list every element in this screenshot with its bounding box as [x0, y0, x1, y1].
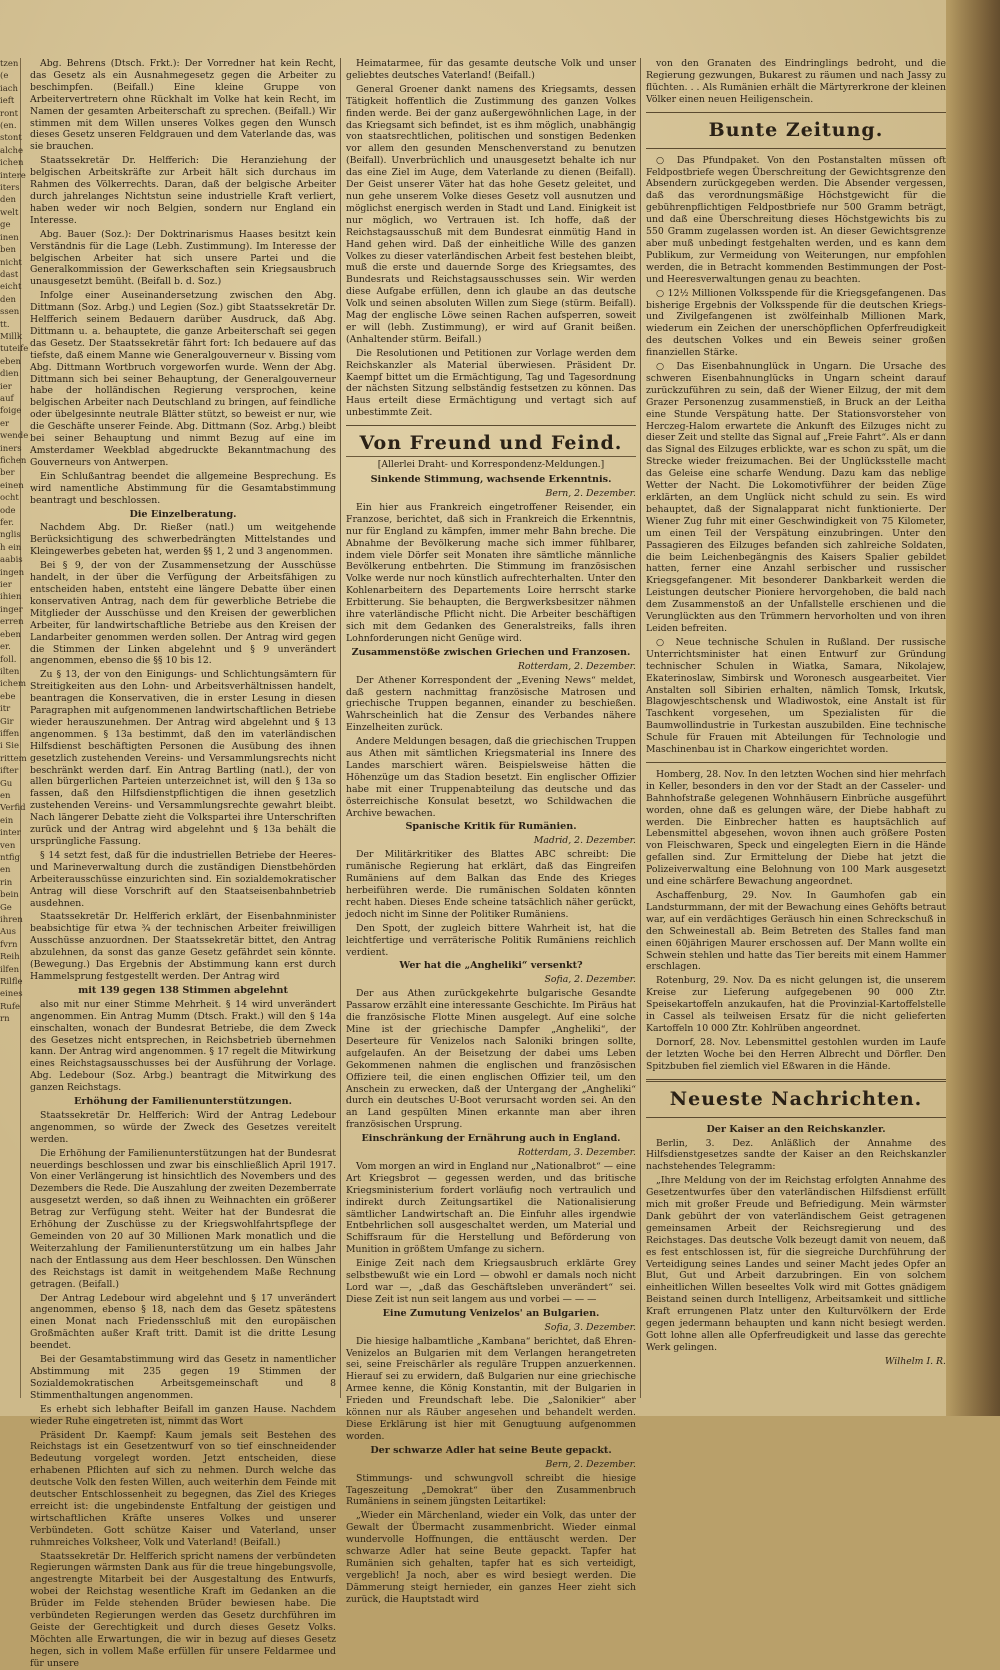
adjacent-page-fragment: aabis	[0, 555, 23, 566]
paragraph: Der Athener Korrespondent der „Evening News“ meldet, daß gestern nachmittag französische Matrosen und griechische Truppen begannen, einander zu beschießen. Wahrscheinlich hat die Zensur des Verbandes nähere Einzelheiten zurück.	[346, 674, 636, 734]
paragraph: Andere Meldungen besagen, daß die griechischen Truppen aus Athen mit sämtlichen Kriegsmaterial ins Innere des Landes marschiert wären. Beispielsweise hätten die Höhenzüge um das Stadion besetzt. Ein englischer Offizier habe mit einer Truppenabteilung das deutsche und das österreichische Konsulat besetzt, wo Schildwachen die Archive bewachen.	[346, 736, 637, 819]
paragraph: von den Granaten des Eindringlings bedroht, und die Regierung gezwungen, Bukarest zu räumen und nach Jassy zu flüchten. . . Als Rumänien erhält die Märtyrerkrone der kleinen Völker einen neuen Heiligenschein.	[646, 58, 946, 105]
adjacent-page-fragment: ge	[0, 220, 11, 231]
paragraph: General Groener dankt namens des Kriegsamts, dessen Tätigkeit hoffentlich die Zustimmung des ganzen Volkes finden werde. Bei der ganz außergewöhnlichen Lage, in der das Kriegsamt sich befindet, ist es ihm möglich, unabhängig von staatsrechtlichen, politischen und sonstigen Bedenken vor allem den gesunden Menschenverstand zu benutzen (Beifall). Unverbrüchlich und unausgesetzt behalte ich nur das eine Ziel im Auge, dem Vaterlande zu dienen (Beifall). Der Geist unserer Väter hat das hohe Gesetz geleitet, und nun gehe unserem Volke dieses Gesetz voll ausnutzen und möglichst energisch werden in Stadt und Land. Einigkeit ist nur möglich, wo Vertrauen ist. Ich hoffe, daß der Reichstagsausschuß mit dem Bundesrat einmütig Hand in Hand gehen wird. Daß der einheitliche Wille des ganzen Volkes zu dieser vaterländischen Arbeit fest bestehen bleibt, muß die erste und dauernde Sorge des Kriegsamtes, des Bundesrats und Reichstagsausschusses sein. Wir werden diese Aufgabe erfüllen, denn ich glaube an das deutsche Volk und seinen absoluten Willen zum Siege (stürm. Beifall). Mag der englische Löwe seinen Rachen aufsperren, soweit er will (lebh. Zustimmung), er wird auf Granit beißen. (Anhaltender stürm. Beifall.)	[346, 83, 636, 345]
paragraph: Staatssekretär Dr. Helfferich erklärt, der Eisenbahnminister beabsichtige für etwa ¾ der technischen Arbeiter freiwilligen Ausschüsse anzuordnen. Der Staatssekretär bittet, den Antrag abzulehnen, da sonst das ganze Gesetz gefährdet sein könnte. (Bewegung.) Das Ergebnis der Abstimmung kann erst durch Hammelsprung festgestellt werden. Der Antrag wird	[30, 911, 336, 982]
adjacent-page-fragment: ocht	[0, 493, 19, 504]
paragraph: Bei § 9, der von der Zusammensetzung der Ausschüsse handelt, in der über die Verfügung der Arbeitsfähigen zu entscheiden haben, entsteht eine längere Debatte über einen konservativen Antrag, nach dem für gewerbliche Betriebe die Mitglieder der Ausschüsse und den Kreisen der gewerblichen Arbeiter, für landwirtschaftliche Betriebe aus den Kreisen der Landarbeiter genommen werden sollen. Der Antrag wird gegen die Stimmen der Linken abgelehnt und § 9 unverändert angenommen, ebenso die §§ 10 bis 12.	[30, 560, 336, 667]
paragraph: Der aus Athen zurückgekehrte bulgarische Gesandte Passarow erzählt eine interessante Geschichte. Im Piräus hat die französische Flotte Minen ausgelegt. Auf eine solche Mine ist der griechische Dampfer „Angheliki“, der Deserteure für Venizelos nach Saloniki bringen sollte, aufgelaufen. An der Beisetzung der dabei ums Leben Gekommenen nahmen die englischen und französischen Offiziere teil, die einen englischen Offizier teil, um den Anschein zu erwecken, daß der Untergang der „Angheliki“ durch ein deutsches U-Boot verursacht worden sei. An den an Land gespülten Minen erkannte man aber ihren französischen Ursprung.	[346, 988, 636, 1131]
adjacent-page-fragment: eben	[0, 629, 21, 640]
column-rule	[640, 58, 641, 1398]
adjacent-page-fragment: iters	[0, 183, 20, 194]
bunte-zeitung-items	[646, 155, 946, 756]
adjacent-page-fragment: ichem	[0, 679, 27, 690]
paragraph: Staatssekretär Dr. Helfferich: Die Heranziehung der belgischen Arbeitskräfte zur Arbeit hält sich durchaus im Rahmen des Völkerrechts. Daran, daß der belgische Arbeiter durch jahrelanges Nichtstun seine industrielle Kraft verliert, haben weder wir noch Belgien, sondern nur England ein Interesse.	[30, 155, 336, 226]
adjacent-page-fragment: ven	[0, 840, 16, 851]
adjacent-page-fragment: wende	[0, 431, 29, 442]
column-3	[646, 58, 946, 1398]
col3-top-paragraphs	[646, 58, 946, 106]
paragraph: Vom morgen an wird in England nur „Nationalbrot“ — eine Art Kriegsbrot — gegessen werden, und das britische Kriegsministerium fordert vorläufig noch vertraulich und indirekt durch Zeitungsartikel die Nationalisierung sämtlicher Landwirtschaft an. Die Einfuhr alles irgendwie Entbehrlichen soll ausgeschaltet werden, um Material und Schiffsraum für die Herstellung und Beförderung von Munition in größtem Umfange zu sichern.	[346, 1160, 636, 1256]
paragraph: Dornorf, 28. Nov. Lebensmittel gestohlen wurden im Laufe der letzten Woche bei den Herren Albrecht und Dörfler. Den Spitzbuben fiel ziemlich viel Eßwaren in die Hände.	[646, 1036, 946, 1072]
adjacent-page-fragment: alche	[0, 145, 24, 156]
adjacent-page-fragment: i Sie	[0, 741, 19, 752]
dateline: Rotterdam, 3. Dezember.	[517, 1147, 636, 1159]
section-subtitle: [Allerlei Draht- und Korrespondenz-Meldungen.]	[346, 456, 636, 471]
telegram-body	[646, 1138, 946, 1354]
adjacent-page-fragment: Rufe	[0, 1001, 21, 1012]
adjacent-page-fragment: bein	[0, 890, 19, 901]
column-1	[30, 58, 336, 1669]
adjacent-page-fragment: Millk	[0, 331, 23, 342]
article-body	[346, 1336, 636, 1443]
article-heading: Einschränkung der Ernährung auch in England.	[361, 1133, 621, 1145]
paragraph: Heimatarmee, für das gesamte deutsche Volk und unser geliebtes deutsches Vaterland! (Beifall.)	[346, 58, 636, 81]
adjacent-page-fragment: itr	[0, 704, 11, 715]
adjacent-page-fragment: rin	[0, 877, 13, 888]
adjacent-page-fragment: ront	[0, 108, 19, 119]
heading-einzelberatung: Die Einzelberatung.	[129, 508, 237, 520]
paragraph: Stimmungs- und schwungvoll schreibt die hiesige Tageszeitung „Demokrat“ über den Zusammenbruch Rumäniens in seinem jüngsten Leitartikel:	[346, 1472, 636, 1508]
adjacent-page-fragment: ihren	[0, 915, 23, 926]
paragraph: Nachdem Abg. Dr. Rießer (natl.) um weitgehende Berücksichtigung des schwerbedrängten Mittelstandes und Kleingewerbes gebeten hat, werden §§ 1, 2 und 3 angenommen.	[30, 522, 336, 558]
paragraph: Es erhebt sich lebhafter Beifall im ganzen Hause. Nachdem wieder Ruhe eingetreten ist, nimmt das Wort	[30, 1403, 336, 1427]
adjacent-page-fragment: eben	[0, 356, 21, 367]
adjacent-page-fragment: fer.	[0, 518, 15, 529]
paragraph: „Wieder ein Märchenland, wieder ein Volk, das unter der Gewalt der Übermacht zusammenbricht. Wieder einmal wundervolle Hoffnungen, die enttäuscht werden. Der schwarze Adler hat seine Beute gepackt. Tapfer hat Rumänien sich gehalten, tapfer hat es sich verteidigt, vergeblich! Ja noch, aber es wird besiegt werden. Die Dämmerung steigt hernieder, ein ganzes Heer zieht sich zurück, die Hauptstadt wird	[346, 1510, 636, 1605]
adjacent-page-fragment: eicht	[0, 282, 22, 293]
adjacent-page-fragment: dast	[0, 269, 19, 280]
paragraph: Abg. Behrens (Dtsch. Frkt.): Der Vorredner hat kein Recht, das Gesetz als ein Ausnahmegesetz gegen die Arbeiter zu beschimpfen. (Beifall.) Eine kleine Gruppe von Arbeitervertretern ohne Rückhalt im Volke hat kein Recht, im Namen der gesamten Arbeiterschaft zu sprechen. (Beifall.) Wir stimmen mit dem Willen unseres Volkes gegen den Wunsch dieses Gesetz unseren Feldgrauen und dem Vaterlande das, was sie brauchen.	[30, 58, 336, 153]
paragraph: Abg. Bauer (Soz.): Der Doktrinarismus Haases besitzt kein Verständnis für die Lage (Lebh. Zustimmung). Im Interesse der belgischen Arbeiter hat sich unsere Partei und die Generalkommission der Gewerkschaften sein Kriegsausbruch unausgesetzt bemüht. (Beifall b. d. Soz.)	[30, 228, 336, 288]
column-2	[346, 58, 637, 1605]
dateline: Sofia, 2. Dezember.	[544, 974, 636, 986]
article-heading: Eine Zumutung Venizelos' an Bulgarien.	[382, 1307, 600, 1319]
paragraph: Die Resolutionen und Petitionen zur Vorlage werden dem Reichskanzler als Material überwiesen. Präsident Dr. Kaempf bittet um die Ermächtigung, Tag und Tagesordnung der nächsten Sitzung selbständig festsetzen zu können. Das Haus erteilt diese Ermächtigung und vertagt sich auf unbestimmte Zeit.	[346, 347, 636, 419]
adjacent-page-fragment: tt.	[0, 319, 10, 330]
section-title-bunte-zeitung: Bunte Zeitung.	[708, 118, 884, 141]
heading-familienunterstuetzungen: Erhöhung der Familienunterstützungen.	[74, 1096, 292, 1108]
adjacent-page-fragment: stont	[0, 133, 22, 144]
adjacent-page-fragment: iners	[0, 443, 22, 454]
section-divider	[646, 1079, 946, 1082]
local-news-items	[646, 769, 946, 1073]
paragraph: Der Antrag Ledebour wird abgelehnt und § 17 unverändert angenommen, ebenso § 18, nach dem das Gesetz spätestens einen Monat nach Friedensschluß mit den europäischen Großmächten außer Kraft tritt. Damit ist die dritte Lesung beendet.	[30, 1292, 336, 1352]
dateline: Sofia, 3. Dezember.	[544, 1321, 636, 1333]
page-edge-grime	[950, 0, 1000, 1416]
dateline: Madrid, 2. Dezember.	[533, 835, 636, 847]
paragraph: Die Erhöhung der Familienunterstützungen hat der Bundesrat neuerdings beschlossen und zwar bis einschließlich April 1917. Von einer Verlängerung ist hinsichtlich des Novembers und des Dezembers die Rede. Die Auszahlung der zweiten Dezemberrate ausgesetzt werden, so daß ihnen zu Weihnachten ein größerer Betrag zur Verfügung steht. Weiter hat der Bundesrat die Erhöhung der Zuschüsse zu der Kriegswohlfahrtspflege der Gemeinden von 20 auf 30 Millionen Mark monatlich und die Weiterzahlung der Familienunterstützung um ein halbes Jahr nach der Entlassung aus dem Heer beschlossen. Den Wünschen des Reichstags ist damit in weitgehendem Maße Rechnung getragen. (Beifall.)	[30, 1147, 336, 1290]
adjacent-page-fragment: Rilfle	[0, 977, 23, 988]
section-divider	[646, 112, 946, 113]
adjacent-page-fragment: Gu	[0, 778, 13, 789]
article-heading: Sinkende Stimmung, wachsende Erkenntnis.	[370, 474, 612, 486]
adjacent-page-fragment: ilten	[0, 666, 20, 677]
adjacent-page-fragment: iffen	[0, 728, 20, 739]
adjacent-page-fragment: ben	[0, 245, 16, 256]
paragraph: Bei der Gesamtabstimmung wird das Gesetz in namentlicher Abstimmung mit 235 gegen 19 Stimmen der Sozialdemokratischen Arbeitsgemeinschaft und 8 Stimmenthaltungen angenommen.	[30, 1354, 336, 1401]
adjacent-page-fragment: tzen	[0, 59, 19, 69]
section-divider	[646, 1117, 946, 1118]
article-heading: Spanische Kritik für Rumänien.	[405, 821, 577, 833]
article-body	[346, 1473, 636, 1606]
paragraph: Rotenburg, 29. Nov. Da es nicht gelungen ist, die unserem Kreise zur Lieferung aufgegebenen 90 000 Ztr. Speisekartoffeln anzukaufen, hat die Provinzial-Kartoffelstelle in Cassel als teilweisen Ersatz für die nicht gelieferten Kartoffeln 10 000 Ztr. Kohlrüben angeordnet.	[646, 975, 946, 1034]
paragraph: ○ Das Eisenbahnunglück in Ungarn. Die Ursache des schweren Eisenbahnunglücks in Ungarn scheint darauf zurückzuführen zu sein, daß der Wiener Eilzug, der mit dem Grazer Personenzug zusammenstieß, in Bruck an der Leitha eine Stunde Verspätung hatte. Der Stationsvorsteher von Herczeg-Halom erwartete die Ankunft des Eilzuges nicht zu dieser Zeit und stellte das Signal auf „Freie Fahrt“. Als er dann das Signal des Eilzuges erblickte, war es schon zu spät, um die Strecke wieder freizumachen. Bei der Unglücksstelle macht das Geleise eine scharfe Wendung. Dazu kam das neblige Wetter der Nacht. Die Lokomotivführer der beiden Züge erklärten, an dem Unglück nicht schuld zu sein. Es wird behauptet, daß der Signalapparat nicht funktionierte. Der Wiener Zug fuhr mit einer Geschwindigkeit von 75 Kilometer, um einen Teil der Verspätung einzubringen. Unter den Passagieren des Eilzuges befanden sich zahlreiche Soldaten, die beim Leichenbegängnis des Kaisers Spalier gebildet hatten, ferner eine Anzahl serbischer und russischer Kriegsgefangener. Mit besonderer Dankbarkeit werden die Leistungen deutscher Pioniere hervorgehoben, die bald nach dem Zusammenstoß an der Unfallstelle erschienen und die Verunglückten aus den Trümmern hervorholten und von ihren Leiden befreiten.	[646, 361, 946, 634]
column-rule	[340, 58, 341, 1398]
article-body	[346, 988, 636, 1131]
col1-mid2-paragraphs	[30, 999, 336, 1094]
paragraph: ○ Neue technische Schulen in Rußland. Der russische Unterrichtsminister hat einen Entwurf zur Gründung technischer Schulen in Wiatka, Samara, Nikolajew, Ekaterinoslaw, Simbirsk und Woronesch ausgearbeitet. Vier Anstalten soll Sibirien erhalten, nämlich Tomsk, Irkutsk, Blagowjeschtschensk und Wladiwostok, eine Anstalt ist für Taschkent vorgesehen, um Spezialisten für die Baumwollindustrie in Turkestan auszubilden. Eine technische Schule für Frauen mit Abteilungen für Technologie und Maschinenbau ist in Charkow eingerichtet worden.	[646, 636, 946, 756]
article-heading: Zusammenstöße zwischen Griechen und Franzosen.	[351, 646, 631, 658]
adjacent-page-fragment: den	[0, 294, 16, 305]
adjacent-page-fragment: erren	[0, 617, 24, 628]
adjacent-page-fragment: h ein	[0, 542, 22, 553]
paragraph: Aschaffenburg, 29. Nov. In Gaumhofen gab ein Landsturmmann, der mit der Bewachung eines Gehöfts betraut war, auf ein verdächtiges Geräusch hin einen Schreckschuß in den Schweinestall ab. Beim Betreten des Stalles fand man einen 60jährigen Maurer erschossen auf. Der Mann wollte ein Schwein stehlen und hatte das Tier bereits mit einem Hammer erschlagen.	[646, 890, 946, 973]
adjacent-page-fragment: fvrn	[0, 939, 18, 950]
paragraph: Ein hier aus Frankreich eingetroffener Reisender, ein Franzose, berichtet, daß sich in Frankreich die Erkenntnis, nur für England zu kämpfen, immer mehr Bahn breche. Die Abnahme der Bevölkerung mache sich immer fühlbarer, indem viele Dörfer seit Monaten ihre sämtliche männliche Bevölkerung entbehrten. Die Stimmung im französischen Volke werde nur noch künstlich aufrechterhalten. Unter den Kohlenarbeitern des Departements Loire herrscht starke Erbitterung. Sie behaupten, die Bergwerksbesitzer nähmen ihre vaterländische Pflicht nicht. Die Arbeiter beschäftigen sich mit dem Gedanken des Generalstreiks, falls ihren Lohnforderungen nicht Genüge wird.	[346, 501, 636, 644]
paragraph: „Ihre Meldung von der im Reichstag erfolgten Annahme des Gesetzentwurfes über den vaterländischen Hilfsdienst erfüllt mich mit großer Freude und Befriedigung. Mein wärmster Dank gebührt der von vaterländischem Geist getragenen gemeinsamen Arbeit der Reichsregierung und des Reichstages. Das deutsche Volk bezeugt damit von neuem, daß es fest entschlossen ist, für die siegreiche Durchführung der Verteidigung seines Landes und seiner Macht jedes Opfer an Blut, Gut und Arbeit darzubringen. Ein von solchem einheitlichen Willen beseeltes Volk wird mit Gottes gnädigem Beistand seinen durch Intelligenz, Arbeitsamkeit und sittliche Kraft errungenen Platz unter den Kulturvölkern der Erde gegen jedermann behaupten und kann nicht besiegt werden. Gott lohne allen alle Opferfreudigkeit und lasse das gerechte Werk gelingen.	[646, 1175, 946, 1353]
section-title-neueste-nachrichten: Neueste Nachrichten.	[669, 1087, 923, 1110]
adjacent-page-fragment: ier	[0, 381, 12, 392]
adjacent-page-fragment: Ge	[0, 902, 12, 913]
paragraph: also mit nur einer Stimme Mehrheit. § 14 wird unverändert angenommen. Ein Antrag Mumm (Dtsch. Frakt.) will den § 14a einschalten, wonach der Bundesrat Betriebe, die dem Zweck des Gesetzes nicht entsprechen, in Reichsbetrieb übernehmen kann. Der Antrag wird angenommen. § 17 regelt die Mitwirkung eines Reichstagsausschusses bei der Ausführung der Vorlage. Abg. Ledebour (Soz. Arbg.) beantragt die Mitwirkung des ganzen Reichstags.	[30, 998, 336, 1094]
paragraph: Den Spott, der zugleich bittere Wahrheit ist, hat die leichtfertige und verräterische Politik Rumäniens reichlich verdient.	[346, 922, 636, 958]
adjacent-page-fragment: eines	[0, 989, 23, 1000]
adjacent-page-fragment: nicht	[0, 257, 22, 268]
article-body	[346, 1161, 636, 1306]
adjacent-page-fragment: ihien	[0, 592, 22, 603]
adjacent-page-fragment: ntfig	[0, 853, 21, 863]
adjacent-page-fragment: intere	[0, 170, 26, 181]
article-body	[346, 502, 636, 645]
adjacent-page-fragment: en	[0, 790, 11, 801]
adjacent-page-fragment: inen	[0, 232, 19, 243]
adjacent-page-fragment: ilfen	[0, 964, 20, 975]
dateline: Bern, 2. Dezember.	[545, 488, 636, 499]
section-divider	[646, 148, 946, 149]
paragraph: Homberg, 28. Nov. In den letzten Wochen sind hier mehrfach in Keller, besonders in den vor der Stadt an der Casseler- und Bahnhofstraße gelegenen Wohnhäusern Einbrüche ausgeführt worden, ohne daß es gelungen wäre, der Diebe habhaft zu werden. Die Einbrecher hatten es hauptsächlich auf Lebensmittel abgesehen, wovon ihnen auch größere Posten von Fleischwaren, Speck und eingelegten Eiern in die Hände gefallen sind. Zur Ermittelung der Diebe hat jetzt die Polizeiverwaltung eine Belohnung von 100 Mark ausgesetzt und eine schärfere Bewachung angeordnet.	[646, 768, 946, 888]
paragraph: Infolge einer Auseinandersetzung zwischen den Abg. Dittmann (Soz. Arbg.) und Legien (Soz.) gibt Staatssekretär Dr. Helfferich seinem Bedauern darüber Ausdruck, daß Abg. Dittmann u. a. behauptete, die ganze Arbeiterschaft sei gegen das Gesetz. Der Staatssekretär fährt fort: Ich bedauere auf das tiefste, daß einem Manne wie Generalgouverneur v. Bissing vom Abg. Dittmann Wortbruch vorgeworfen wurde. Wenn der Abg. Dittmann sich bei seiner Behauptung, der Generalgouverneur habe der holländischen Regierung versprochen, keine belgischen Arbeiter nach Deutschland zu bringen, auf feindliche oder übelgesinnte neutrale Blätter stützt, so beweist er nur, wie die Geschäfte unserer Feinde. Abg. Dittmann (Soz. Arbg.) bleibt bei seiner Behauptung und nimmt Bezug auf eine im Amsterdamer Weekblad abgedruckte Bekanntmachung des Gouverneurs von Antwerpen.	[30, 290, 336, 468]
adjacent-page-fragment: welt	[0, 207, 19, 218]
adjacent-page-fragment: ebe	[0, 691, 16, 702]
article-heading: Wer hat die „Angheliki“ versenkt?	[399, 960, 583, 972]
adjacent-page-fragment: iach	[0, 83, 19, 94]
paragraph: Einige Zeit nach dem Kriegsausbruch erklärte Grey selbstbewußt wie ein Lord — obwohl er damals noch nicht Lord war —, „daß das Geschäftsleben unverändert“ sei. Diese Zeit ist nun seit langem aus und vorbei — — —	[346, 1258, 636, 1305]
adjacent-page-fragment: ssen	[0, 307, 20, 318]
adjacent-page-fragment: fichen	[0, 456, 27, 466]
adjacent-page-fragment: (e	[0, 71, 9, 82]
adjacent-page-fragment: inger	[0, 604, 23, 615]
adjacent-page-fragment: en	[0, 865, 11, 876]
adjacent-page-fragment: den	[0, 195, 16, 206]
article-heading: Der schwarze Adler hat seine Beute gepackt.	[370, 1444, 612, 1456]
adjacent-page-strip	[0, 58, 29, 1398]
adjacent-page-fragment: auf	[0, 393, 14, 404]
vote-result-heading: mit 139 gegen 138 Stimmen abgelehnt	[78, 984, 288, 996]
section-title-von-freund-und-feind: Von Freund und Feind.	[359, 432, 623, 455]
adjacent-page-fragment: ingen	[0, 567, 25, 578]
adjacent-page-fragment: foll.	[0, 654, 17, 665]
adjacent-page-fragment: inter	[0, 828, 21, 839]
paragraph: Berlin, 3. Dez. Anläßlich der Annahme des Hilfsdienstgesetzes sandte der Kaiser an den Reichskanzler nachstehendes Telegramm:	[646, 1137, 946, 1173]
col1-top-paragraphs	[30, 58, 336, 507]
paragraph: Präsident Dr. Kaempf: Kaum jemals seit Bestehen des Reichstags ist ein Gesetzentwurf von so tief einschneidender Bedeutung vorgelegt worden. Jetzt entscheiden, diese erhabenen Pflichten auf sich zu nehmen. Durch welche das deutsche Volk den festen Willen, auch weiterhin dem Feinde mit deutscher Entschlossenheit zu begegnen, das Ziel des Krieges erreicht ist: die ungebindenste Entfaltung der geistigen und wirtschaftlichen Kräfte unseres Volkes und unserer Verbündeten. Gott schütze Kaiser und Vaterland, unser ruhmreiches Volksheer, Volk und Vaterland! (Beifall.)	[30, 1429, 336, 1548]
paragraph: Der Militärkritiker des Blattes ABC schreibt: Die rumänische Regierung hat erklärt, daß das Eingreifen Rumäniens auf dem Balkan das Ende des Krieges herbeiführen werde. Die rumänischen Soldaten könnten recht haben. Dieses Ende scheine tatsächlich näher gerückt, jedoch nicht im Sinne der Politiker Rumäniens.	[346, 849, 636, 920]
adjacent-page-fragment: Aus	[0, 927, 16, 938]
section-divider	[346, 425, 636, 426]
adjacent-page-fragment: rn	[0, 1014, 10, 1025]
adjacent-page-fragment: ein	[0, 815, 14, 826]
paragraph: ○ Das Pfundpaket. Von den Postanstalten müssen oft Feldpostbriefe wegen Überschreitung der Gewichtsgrenze den Absendern zurückgegeben werden. Die Absender vergessen, daß das verordnungsmäßige Höchstgewicht für die gebührenpflichtigen Feldpostbriefe nur 500 Gramm beträgt, und daß eine Überschreitung dieses Höchstgewichts bis zu 550 Gramm zugelassen worden ist. An dieser Gewichtsgrenze aber muß unbedingt festgehalten werden, und es kann dem Publikum, zur Vermeidung von Weiterungen, nur empfohlen werden, die in Betracht kommenden Bestimmungen der Post- und Heeresverwaltungen genau zu beachten.	[646, 154, 946, 285]
adjacent-page-fragment: er.	[0, 642, 11, 653]
adjacent-page-fragment: Gir	[0, 716, 14, 727]
article-heading: Der Kaiser an den Reichskanzler.	[706, 1123, 886, 1135]
adjacent-page-fragment: einen	[0, 480, 24, 491]
adjacent-page-fragment: foige	[0, 406, 22, 417]
adjacent-page-fragment: (en.	[0, 121, 17, 132]
paragraph: § 14 setzt fest, daß für die industriellen Betriebe der Heeres- und Marineverwaltung durch die zuständigen Dienstbehörden Arbeiterausschüsse einzurichten sind. Ein sozialdemokratischer Antrag will diese Vorschrift auf den Staatseisenbahnbetrieb ausdehnen.	[30, 849, 336, 909]
article-body	[346, 849, 636, 958]
adjacent-page-fragment: tuteife	[0, 344, 29, 355]
adjacent-page-fragment: nglis	[0, 530, 21, 541]
adjacent-page-fragment: ichen	[0, 158, 24, 169]
paragraph: Ein Schlußantrag beendet die allgemeine Besprechung. Es wird namentliche Abstimmung für die Gesamtabstimmung beantragt und beschlossen.	[30, 470, 336, 506]
adjacent-page-fragment: ber	[0, 468, 15, 479]
adjacent-page-fragment: ode	[0, 505, 16, 516]
col1-low-paragraphs	[30, 1110, 336, 1670]
paragraph: Staatssekretär Dr. Helfferich: Wird der Antrag Ledebour angenommen, so würde der Zweck des Gesetzes vereitelt werden.	[30, 1109, 336, 1145]
paragraph: ○ 12½ Millionen Volksspende für die Kriegsgefangenen. Das bisherige Ergebnis der Volksspende für die deutschen Kriegs- und Zivilgefangenen ist zwölfeinhalb Millionen Mark, wiederum ein Zeichen der unerschöpflichen Opferfreudigkeit des deutschen Volkes und ein Beweis seiner großen finanziellen Stärke.	[646, 287, 946, 359]
article-body	[346, 675, 636, 820]
dateline: Bern, 2. Dezember.	[545, 1458, 636, 1470]
adjacent-page-fragment: Verfid	[0, 803, 26, 814]
col2-top-paragraphs	[346, 58, 636, 419]
adjacent-page-fragment: er	[0, 418, 10, 429]
paragraph: Die hiesige halbamtliche „Kambana“ berichtet, daß Ehren-Venizelos an Bulgarien mit dem Verlangen herangetreten sei, seine Freischärler als reguläre Truppen anzuerkennen. Hierauf sei zu erwidern, daß Bulgarien nur eine griechische Armee kenne, die König Konstantin, mit der Bulgarien in Frieden und Freundschaft lebe. Die „Salonikier“ aber können nur als Räuber angesehen und behandelt werden. Diese Erklärung ist hier mit Genugtuung aufgenommen worden.	[346, 1335, 636, 1442]
adjacent-page-fragment: ier	[0, 580, 12, 591]
adjacent-page-fragment: ifter	[0, 766, 19, 777]
adjacent-page-fragment: ieft	[0, 96, 15, 107]
dateline: Rotterdam, 2. Dezember.	[517, 660, 636, 672]
signature: Wilhelm I. R.	[884, 1355, 946, 1367]
paragraph: Zu § 13, der von den Einigungs- und Schlichtungsämtern für Streitigkeiten aus den Lohn- und Arbeitsverhältnissen handelt, beantragen die Konservativen, die in erster Lesung in diesen Paragraphen mit aufgenommenen landwirtschaftlichen Betriebe wieder herauszunehmen. Der Antrag wird abgelehnt und § 13 angenommen. § 13a bestimmt, daß den im vaterländischen Hilfsdienst beschäftigten Personen die Ausübung des ihnen gesetzlich zustehenden Vereins- und Versammlungsrechts nicht beschränkt werden darf. Ein Antrag Bartling (natl.), der von allen bürgerlichen Parteien unterzeichnet ist, will den § 13a so fassen, daß den Hilfsdienstpflichtigen die ihnen gesetzlich zustehenden Vereins- und Versammlungsrechte gewahrt bleibt. Nach längerer Debatte zieht die Volkspartei ihre Unterschriften zurück und der Antrag wird abgelehnt und § 13a behält die ursprüngliche Fassung.	[30, 669, 336, 847]
col1-mid-paragraphs	[30, 522, 336, 982]
paragraph: Staatssekretär Dr. Helfferich spricht namens der verbündeten Regierungen wärmsten Dank aus für die treue hingebungsvolle, angestrengte Mitarbeit bei der Ausgestaltung des Entwurfs, wobei der Reichstag wesentliche Kraft im Gedanken an die Brüder im Felde stehenden Brüder bewiesen habe. Die verbündeten Regierungen werden das Gesetz durchführen im Geiste der Gerechtigkeit und durch dieses Gesetz Volks. Möchten alle Erwartungen, die wir in bezug auf dieses Gesetz hegen, sich in vollem Maße erfüllen für unsere Feldarmee und für unsere	[30, 1550, 336, 1669]
adjacent-page-fragment: dien	[0, 369, 19, 380]
adjacent-page-fragment: Reih	[0, 952, 20, 963]
adjacent-page-fragment: rittem	[0, 753, 27, 764]
section-divider	[646, 762, 946, 763]
